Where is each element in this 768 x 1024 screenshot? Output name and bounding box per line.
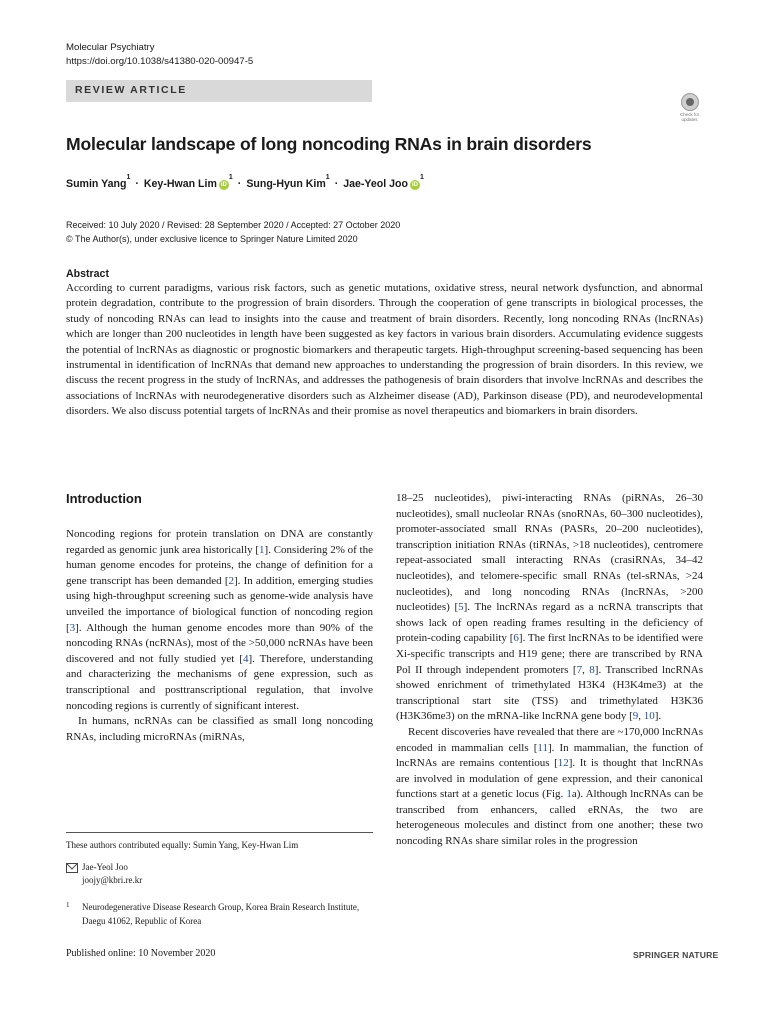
- body-text: ]. The first lncRNAs to be identified were Xi-specific transcripts and H19 gene; there are transcribed by RNA Pol II through independent promoters [: [396, 632, 703, 676]
- intro-paragraph-4: [396, 725, 703, 850]
- corresponding-author: [82, 861, 142, 887]
- author-separator: ·: [135, 178, 139, 190]
- citation-link[interactable]: 10: [643, 710, 655, 723]
- right-column: [396, 491, 703, 850]
- published-date: Published online: 10 November 2020: [66, 948, 216, 959]
- author-name[interactable]: Sung-Hyun Kim: [246, 178, 326, 190]
- body-text: ,: [638, 710, 644, 723]
- crossmark-label: Check for updates: [679, 112, 700, 122]
- orcid-icon[interactable]: iD: [220, 182, 227, 188]
- equal-contribution-note: These authors contributed equally: Sumin Yang, Key-Hwan Lim: [66, 840, 299, 850]
- body-text: 18–25 nucleotides), piwi-interacting RNAs (piRNAs, 26–30 nucleotides), small nucleolar RNAs (snoRNAs, 60–300 nucleotides), promoter-associated small RNAs (PASRs, 20–200 nucleotides), transcription initiation RNAs (tiRNAs, >18 nucleotides), centromere repeat-associated small interacting RNAs (crasiRNAs, 34–42 nucleotides), and telomere-specific small RNAs (tel-sRNAs, >24 nucleotides), and long noncoding RNAs (lncRNAs, >200 nucleotides) [: [396, 492, 703, 614]
- author-affiliation-marker: 1: [420, 174, 424, 181]
- body-text: ]. Transcribed lncRNAs showed enrichment of trimethylated H3K4 (H3K4me3) at the transcriptional start site (TSS) and trimethylated H3K36 (H3K36me3) on the mRNA-like lncRNA gene body [: [396, 663, 704, 723]
- article-dates: [66, 218, 400, 246]
- orcid-icon[interactable]: iD: [412, 182, 418, 188]
- left-column: [66, 527, 373, 745]
- author-affiliation-marker: 1: [126, 174, 131, 181]
- author-name[interactable]: Jae-Yeol Joo: [343, 178, 408, 190]
- body-text: Noncoding regions for protein translation on DNA are constantly regarded as genomic junk area historically [: [66, 528, 373, 556]
- publisher-logo: SPRINGER NATURE: [633, 950, 719, 960]
- introduction-heading: Introduction: [66, 491, 142, 506]
- author-affiliation-marker: 1: [228, 174, 233, 181]
- contact-email[interactable]: joojy@kbri.re.kr: [82, 875, 143, 885]
- author-name[interactable]: Key-Hwan Lim: [143, 178, 217, 190]
- publication-history: Received: 10 July 2020 / Revised: 28 September 2020 / Accepted: 27 October 2020: [66, 220, 401, 230]
- article-title: Molecular landscape of long noncoding RNAs in brain disorders: [66, 134, 592, 154]
- contact-name: Jae-Yeol Joo: [82, 862, 128, 872]
- citation-link[interactable]: 2: [228, 574, 234, 587]
- affiliation-number: 1: [66, 901, 70, 909]
- citation-link[interactable]: 7: [576, 663, 583, 676]
- citation-link[interactable]: 11: [537, 741, 548, 754]
- citation-link[interactable]: 12: [557, 757, 569, 770]
- article-type-label: REVIEW ARTICLE: [75, 84, 187, 96]
- body-text: ,: [582, 663, 590, 676]
- body-text: ]. Although the human genome encodes more than 90% of the noncoding RNAs (ncRNAs), most of the >50,000 ncRNAs have been discovered and not fully studied yet [: [66, 621, 373, 665]
- body-text: ]. In mammalian, the function of lncRNAs are remains contentious [: [396, 741, 704, 770]
- citation-link[interactable]: 1: [259, 543, 265, 556]
- body-text: a). Although lncRNAs can be transcribed from enhancers, called eRNAs, the two are heterogeneous molecules and distinct from one another; these two noncoding RNAs share similar roles in the progression: [396, 788, 704, 848]
- citation-link[interactable]: 3: [69, 621, 76, 634]
- citation-link[interactable]: 6: [513, 632, 519, 645]
- figure-link[interactable]: 1: [566, 788, 572, 801]
- body-text: ]. Therefore, understanding and characterizing the mechanisms of gene expression, such as transcriptional and posttranscriptional regulation, that involve noncoding regions is currently of significant interest.: [66, 652, 373, 712]
- crossmark-badge: [681, 93, 699, 111]
- author-affiliation-marker: 1: [325, 174, 330, 181]
- citation-link[interactable]: 4: [242, 652, 249, 665]
- intro-paragraph-2: In humans, ncRNAs can be classified as small long noncoding RNAs, including microRNAs (miRNAs,: [66, 715, 373, 743]
- abstract-heading: Abstract: [66, 268, 109, 280]
- crossmark-icon[interactable]: [676, 91, 703, 121]
- body-text: ]. It is thought that lncRNAs are involved in modulation of gene expression, and their canonical functions start at a genetic locus (Fig.: [396, 757, 703, 801]
- author-separator: ·: [334, 178, 339, 190]
- copyright-line: © The Author(s), under exclusive licence to Springer Nature Limited 2020: [66, 234, 358, 244]
- body-text: Recent discoveries have revealed that there are ~170,000 lncRNAs encoded in mammalian cells [: [396, 725, 703, 754]
- journal-header: [66, 41, 253, 69]
- body-text: ]. The lncRNAs regard as a ncRNA transcripts that shows lack of open reading frames resulting in the deficiency of protein-coding capability [: [396, 601, 703, 645]
- footnote-divider: [66, 832, 373, 833]
- doi-link[interactable]: https://doi.org/10.1038/s41380-020-00947-5: [66, 56, 254, 67]
- affiliation-text: Neurodegenerative Disease Research Group, Korea Brain Research Institute, Daegu 41062, Republic of Korea: [82, 902, 360, 926]
- article-type-bar: [66, 80, 372, 102]
- body-text: ]. In addition, emerging studies using high-throughput screening such as genome-wide analysis have unveiled the importance of biological function of noncoding region [: [66, 574, 373, 634]
- author-list: [66, 174, 424, 190]
- intro-paragraph-3: [396, 491, 703, 725]
- author-separator: ·: [237, 178, 242, 190]
- envelope-icon: [66, 863, 78, 873]
- abstract-text: According to current paradigms, various risk factors, such as genetic mutations, oxidative stress, neural network dysfunction, and abnormal protein degradation, contribute to the progression of brain disorders. Through the cooperation of gene transcripts in biological processes, the study of noncoding RNAs can lead to insights into the cause and treatment of brain disorders. Recently, long noncoding RNAs (lncRNAs) which are longer than 200 nucleotides in length have been suggested as key factors in various brain disorders. Accumulating evidence suggests the potential of lncRNAs as diagnostic or prognostic biomarkers and therapeutic targets. High-throughput screening-based sequencing has been instrumental in identification of lncRNAs that demand new approaches to understanding the progression of brain disorders. In this review, we discuss the recent progress in the study of lncRNAs, and addresses the pathogenesis of brain disorders that involve lncRNAs and describes the associations of lncRNAs with neurodegenerative disorders such as Alzheimer disease (AD), Parkinson disease (PD), and neurodevelopmental disorders. We also discuss potential targets of lncRNAs and their promise as novel therapeutics and biomarkers in brain disorders.: [66, 282, 703, 418]
- body-text: ].: [654, 710, 662, 723]
- author-name[interactable]: Sumin Yang: [66, 178, 127, 190]
- citation-link[interactable]: 9: [632, 710, 639, 723]
- intro-paragraph-1: [66, 527, 373, 714]
- body-text: ]. Considering 2% of the human genome encodes for proteins, the change of definition for a gene transcript has been demanded [: [66, 543, 373, 587]
- citation-link[interactable]: 8: [589, 663, 595, 676]
- journal-name: Molecular Psychiatry: [66, 42, 155, 53]
- citation-link[interactable]: 5: [458, 601, 464, 614]
